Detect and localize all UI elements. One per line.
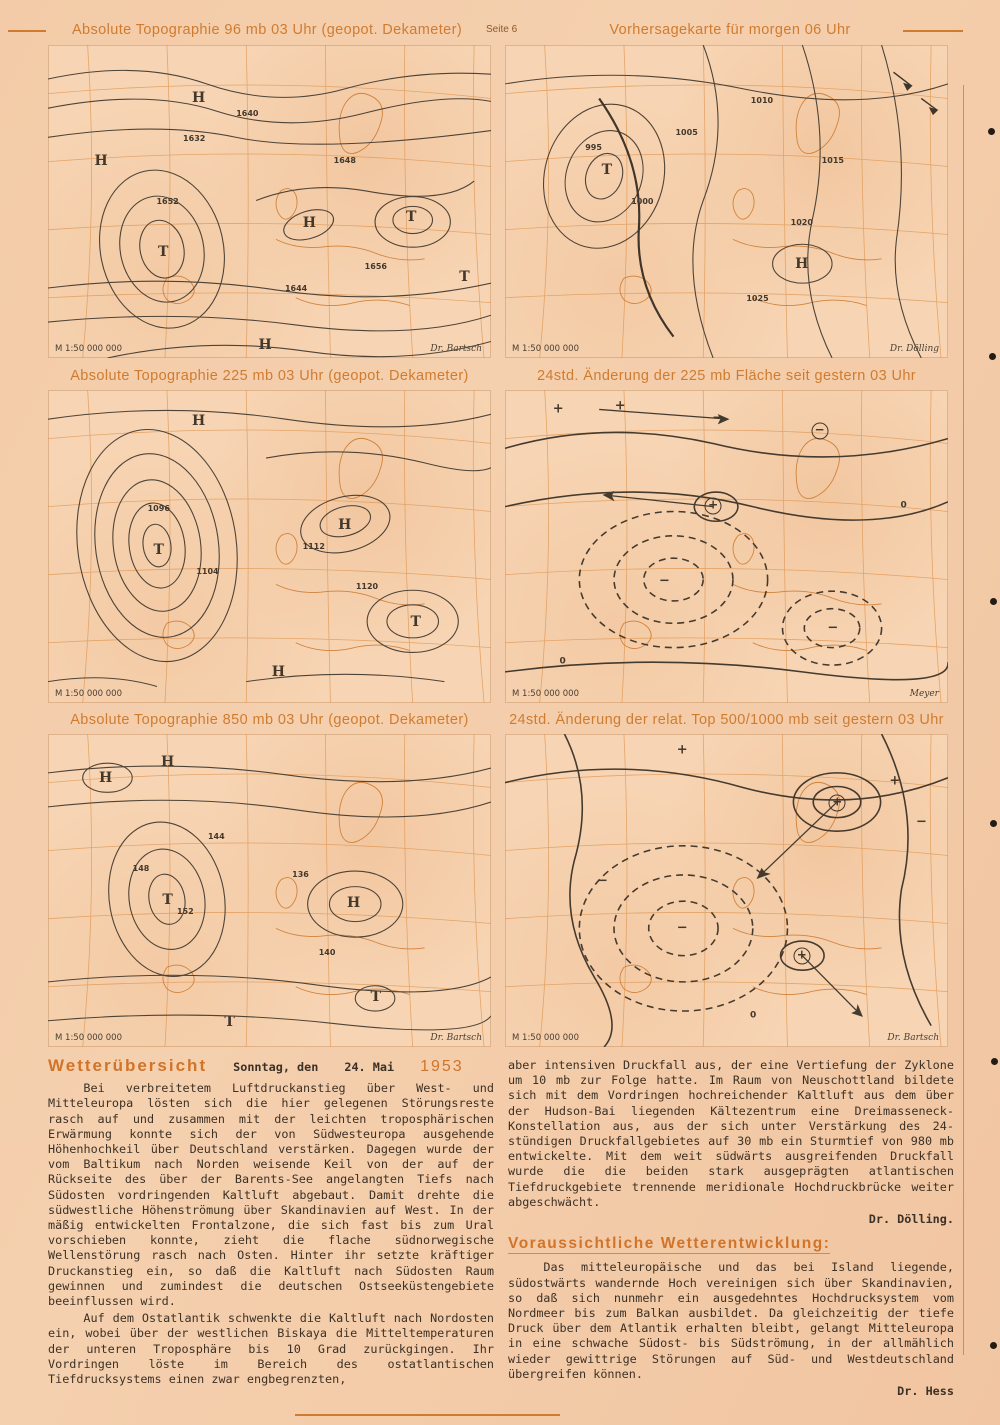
date-day: 24. Mai xyxy=(344,1060,395,1074)
map-credit: Dr. Bartsch xyxy=(430,344,482,354)
map-credit: Dr. Bartsch xyxy=(430,1033,482,1043)
page-edge-rule xyxy=(963,85,964,1355)
map-marker-num: 152 xyxy=(176,907,194,917)
map-credit: Dr. Dölling xyxy=(889,344,939,354)
map-marker-zero: 0 xyxy=(749,1010,757,1021)
footer-rule xyxy=(295,1414,560,1416)
continuation-signature: Dr. Dölling. xyxy=(868,1212,954,1227)
map-marker-num: 1025 xyxy=(746,293,769,303)
map-scale: M 1:50 000 000 xyxy=(512,1033,579,1043)
map-marker-minus: − xyxy=(915,814,927,830)
map-marker-high: H xyxy=(271,663,285,680)
contour-map-svg xyxy=(48,734,491,1047)
outlook-paragraph: Das mitteleuropäische und das bei Island liegende, südostwärts wandernde Hoch vereinigen sich über Skandinavien, so daß sich nunmehr ein ausgedehntes Hochdrucksystem vom Nordmeer bis zum Balkan ausbildet. Da gleichzeitig der tiefe Druck über dem Atlantik erhalten bleibt, gelangt Mitteleuropa in eine schwache Südost- bis Südströmung, in der allmählich wieder gewittrige Störungen auf Süd- und Westdeutschland übergreifen können. xyxy=(508,1260,954,1381)
map-marker-num: 1020 xyxy=(790,218,813,228)
map-title-topo850: Absolute Topographie 850 mb 03 Uhr (geopot. Dekameter) xyxy=(70,712,469,728)
map-marker-plus: + xyxy=(676,742,688,758)
map-marker-num: 1005 xyxy=(675,127,698,137)
map-marker-low: T xyxy=(406,209,417,226)
continuation-paragraph: aber intensiven Druckfall aus, der eine Vertiefung der Zyklone um 10 mb zur Folge hatte. Im Raum von Neuschottland bildete sich mit dem Vordringen hochreichender Kaltluft aus dem über der Hudson-Bai liegenden Kältezentrum eine Dreimasseneck-Konstellation aus, aus der sich unter Verstärkung des 24-stündigen Druckfallgebietes auf 30 mb ein Sturmtief von 980 mb entwickelte. Mit dem weit südwärts ausgreifenden Druckfall wurde die die beiden stark ausgeprägten atlantischen Tiefdruckgebiete trennende meridionale Hochdruckbrücke weiter abgeschwächt. xyxy=(508,1058,954,1209)
punch-hole xyxy=(989,353,996,360)
map-marker-plus: + xyxy=(614,398,626,414)
map-panel-change-225mb xyxy=(505,390,948,703)
map-panel-topo-850mb xyxy=(48,734,491,1047)
map-marker-low: T xyxy=(459,268,470,285)
map-marker-low: T xyxy=(601,162,613,179)
map-marker-num: 1648 xyxy=(333,155,356,165)
map-panel-forecast xyxy=(505,45,948,358)
map-marker-high: H xyxy=(191,90,206,107)
header-rule-right xyxy=(903,30,963,32)
date-year: 1953 xyxy=(420,1058,464,1075)
map-marker-num: 1010 xyxy=(750,96,774,106)
map-marker-high: H xyxy=(98,769,113,786)
overview-paragraph-2: Auf dem Ostatlantik schwenkte die Kaltluft nach Nordosten ein, wobei über der westlichen Biskaya die Mitteltemperaturen der unteren Troposphäre bis 10 Grad zurückgingen. Ihr Vordringen löste im Bereich des ostatlantischen Tiefdrucksystems einen zwar engbegrenzten, xyxy=(48,1311,494,1387)
map-marker-num: 1096 xyxy=(147,503,170,513)
map-marker-minus: − xyxy=(712,410,724,426)
map-title-topo96: Absolute Topographie 96 mb 03 Uhr (geopot. Dekameter) xyxy=(71,22,463,38)
contour-map-svg xyxy=(48,45,491,358)
map-scale: M 1:50 000 000 xyxy=(55,689,122,699)
contour-map-svg xyxy=(505,45,948,358)
map-marker-low: T xyxy=(153,541,164,558)
map-marker-minus: − xyxy=(597,873,608,889)
map-marker-high: H xyxy=(94,152,108,169)
map-marker-high: H xyxy=(258,337,272,354)
punch-hole xyxy=(990,598,997,605)
map-marker-zero: 0 xyxy=(900,500,907,511)
map-marker-num: 1000 xyxy=(631,196,654,206)
map-marker-num: 1652 xyxy=(156,196,179,206)
map-marker-minus: − xyxy=(659,573,670,589)
map-marker-high: H xyxy=(302,215,316,232)
map-panel-topo-96mb xyxy=(48,45,491,358)
date-weekday: Sonntag, den xyxy=(233,1060,319,1074)
map-scale: M 1:50 000 000 xyxy=(55,344,122,354)
overview-column xyxy=(48,1058,494,1389)
map-marker-num: 1632 xyxy=(183,133,206,143)
map-scale: M 1:50 000 000 xyxy=(512,689,579,699)
map-title-change225: 24std. Änderung der 225 mb Fläche seit gestern 03 Uhr xyxy=(536,368,917,384)
outlook-signature: Dr. Hess xyxy=(897,1384,954,1399)
map-marker-num: 1640 xyxy=(236,108,259,118)
overview-paragraph-1: Bei verbreitetem Luftdruckanstieg über West- und Mitteleuropa lösten sich die hier gelegenen Störungsreste rasch auf und zusammen mit der leichten troposphärischen Erwärmung konnte sich der von Südwesteuropa ausgehende Höhenhochkeil über Deutschland verstärken. Dagegen wurde der vom Baltikum nach Norden weisende Keil von der auf der Rückseite des über der Barents-See angelangten Tiefs nach Südosten vordringenden Kaltluft abgebaut. Damit drehte die südwestliche Höhenströmung über Skandinavien auf West. In der mäßig entwickelten Frontalzone, die sich fast bis zum Ural vorschieben konnte, zieht die flache südnorwegische Wellenstörung rasch nach Osten. Hinter ihr setzte kräftiger Druckanstieg ein, so daß die Kaltluft nach Südosten Raum gewinnen und zumindest die deutschen Ostseeküstengebiete beeinflussen wird. xyxy=(48,1081,494,1309)
map-scale: M 1:50 000 000 xyxy=(512,344,579,354)
map-marker-num: 136 xyxy=(292,869,309,879)
map-marker-num: 1644 xyxy=(284,284,308,294)
map-marker-plus: + xyxy=(552,401,564,417)
map-marker-minus: − xyxy=(676,920,688,936)
map-marker-low: T xyxy=(157,243,169,260)
map-panel-topo-225mb xyxy=(48,390,491,703)
map-marker-high: H xyxy=(795,256,809,273)
map-marker-num: 1120 xyxy=(355,582,379,592)
map-marker-num: 1015 xyxy=(821,155,844,165)
map-marker-plus: + xyxy=(829,794,846,811)
map-marker-num: 148 xyxy=(132,863,150,873)
map-marker-minus: − xyxy=(827,620,839,636)
map-marker-high: H xyxy=(160,754,175,771)
map-marker-plus: + xyxy=(705,497,722,514)
punch-hole xyxy=(991,1058,998,1065)
map-marker-num: 144 xyxy=(207,832,225,842)
map-marker-plus: + xyxy=(793,948,810,965)
map-marker-high: H xyxy=(338,516,352,533)
map-marker-zero: 0 xyxy=(559,656,566,667)
map-marker-high: H xyxy=(347,895,361,912)
map-marker-num: 1656 xyxy=(364,262,387,272)
contour-map-svg xyxy=(505,734,948,1047)
map-title-topo225: Absolute Topographie 225 mb 03 Uhr (geopot. Dekameter) xyxy=(70,368,469,384)
map-marker-low: T xyxy=(224,1013,235,1030)
continuation-column xyxy=(508,1058,954,1401)
contour-map-svg xyxy=(48,390,491,703)
map-scale: M 1:50 000 000 xyxy=(55,1033,122,1043)
outlook-heading: Voraussichtliche Wetterentwicklung: xyxy=(508,1236,830,1254)
map-marker-num: 1104 xyxy=(196,566,219,576)
overview-heading: Wetterübersicht xyxy=(48,1056,208,1075)
map-credit: Meyer xyxy=(909,689,939,699)
map-marker-num: 140 xyxy=(318,948,336,958)
map-panel-change-reltop xyxy=(505,734,948,1047)
map-credit: Dr. Bartsch xyxy=(887,1033,939,1043)
page-number: Seite 6 xyxy=(486,24,518,35)
punch-hole xyxy=(990,1342,997,1349)
map-marker-high: H xyxy=(191,413,206,430)
punch-hole xyxy=(990,820,997,827)
punch-hole xyxy=(988,128,995,135)
map-marker-minus: − xyxy=(811,422,828,439)
map-marker-low: T xyxy=(410,613,421,630)
map-title-forecast: Vorhersagekarte für morgen 06 Uhr xyxy=(609,22,851,38)
header-rule-left xyxy=(8,30,46,32)
map-marker-num: 1112 xyxy=(302,541,325,551)
map-marker-plus: + xyxy=(889,773,901,789)
map-title-reltop: 24std. Änderung der relat. Top 500/1000 mb seit gestern 03 Uhr xyxy=(509,712,944,728)
overview-header xyxy=(48,1058,494,1075)
map-marker-low: T xyxy=(370,988,382,1005)
map-marker-num: 995 xyxy=(585,143,602,153)
contour-map-svg xyxy=(505,390,948,703)
map-marker-low: T xyxy=(162,891,173,908)
